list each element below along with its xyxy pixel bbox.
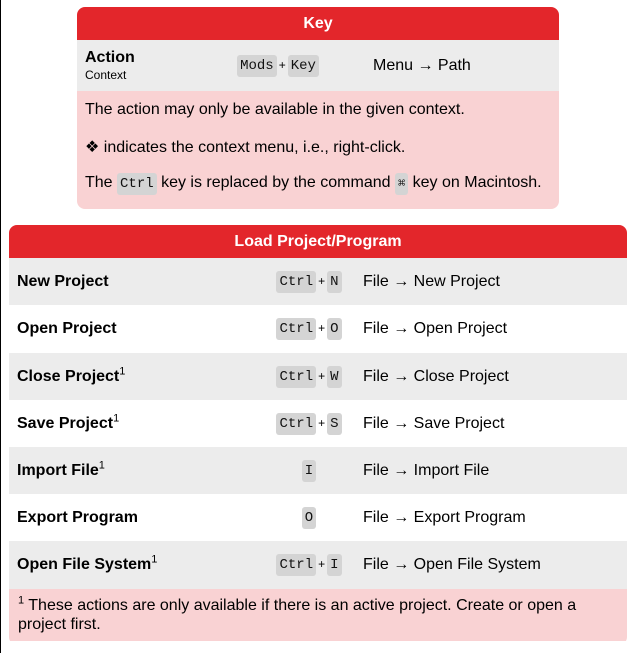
key-note-context-menu: ❖ indicates the context menu, i.e., right-click. (85, 139, 406, 156)
key-shortcut-legend (233, 55, 323, 77)
shortcut-table (9, 258, 627, 589)
shortcut-key: O (302, 507, 316, 529)
shortcut-key: N (327, 271, 341, 293)
action-label: Open Project (17, 320, 117, 337)
footnote-ref: 1 (119, 365, 126, 378)
shortcut-keys (253, 318, 365, 340)
menu-path: File → New Project (363, 272, 500, 290)
note3-after-text: key on Macintosh. (408, 174, 542, 191)
action-name (17, 553, 158, 574)
shortcut-keys (253, 413, 365, 435)
shortcut-key: S (327, 413, 341, 435)
shortcut-key: I (302, 460, 316, 482)
key-header: Key (77, 7, 559, 40)
action-label: Export Program (17, 508, 138, 526)
action-name (17, 320, 117, 338)
table-row (9, 447, 627, 494)
shortcut-keys (253, 271, 365, 293)
modifier-key: Ctrl (276, 366, 316, 388)
load-project-card (9, 225, 627, 645)
table-row (9, 305, 627, 353)
key-mods-kbd: Mods (237, 55, 277, 77)
key-action-label: Action (85, 49, 135, 66)
note3-middle-text: key is replaced by the command (156, 174, 395, 191)
action-name (17, 412, 120, 433)
table-row (9, 400, 627, 447)
shortcut-key: I (327, 554, 341, 576)
menu-path: File → Close Project (363, 367, 509, 385)
section-header: Load Project/Program (9, 225, 627, 258)
action-name (17, 509, 138, 527)
menu-path: File → Save Project (363, 414, 505, 432)
menu-path: File → Open File System (363, 556, 541, 573)
footnote-ref: 1 (151, 553, 158, 566)
key-note-context: The action may only be available in the given context. (85, 101, 465, 118)
action-label: Open File System (17, 556, 152, 573)
footnote-ref: 1 (113, 412, 120, 425)
plus-sign: + (318, 273, 326, 288)
action-label: Import File (17, 461, 99, 479)
key-menu-path-label: Menu → Path (373, 56, 471, 74)
action-name (17, 365, 126, 386)
footnote-mark: 1 (18, 594, 25, 607)
footnote (9, 589, 627, 641)
key-plus: + (278, 57, 286, 72)
table-row (9, 258, 627, 305)
modifier-key: Ctrl (276, 271, 316, 293)
shortcut-keys (253, 507, 365, 529)
footnote-ref: 1 (98, 459, 105, 472)
modifier-key: Ctrl (276, 554, 316, 576)
key-key-kbd: Key (288, 55, 319, 77)
menu-path: File → Export Program (363, 508, 526, 526)
shortcut-key: W (327, 366, 341, 388)
ctrl-kbd: Ctrl (117, 173, 157, 195)
left-edge-line (0, 0, 1, 653)
shortcut-keys (253, 554, 365, 576)
key-legend-row (77, 40, 559, 91)
plus-sign: + (318, 557, 326, 571)
table-row (9, 541, 627, 589)
menu-path: File → Open Project (363, 320, 508, 337)
command-icon: ⌘ (395, 173, 408, 195)
key-legend-card (77, 7, 559, 209)
note3-before-text: The (85, 174, 118, 191)
menu-path: File → Import File (363, 461, 490, 479)
shortcut-key: O (327, 318, 341, 340)
action-label: Save Project (17, 414, 114, 432)
action-name (17, 273, 109, 291)
key-context-label: Context (85, 68, 127, 82)
table-row (9, 494, 627, 541)
plus-sign: + (318, 321, 326, 335)
shortcut-keys (253, 366, 365, 388)
plus-sign: + (318, 368, 326, 383)
action-label: New Project (17, 272, 109, 290)
shortcut-keys (253, 460, 365, 482)
key-note-macintosh (77, 173, 559, 195)
modifier-key: Ctrl (276, 318, 316, 340)
key-notes (77, 91, 559, 209)
footnote-text: These actions are only available if there is an active project. Create or open a project first. (18, 597, 577, 633)
modifier-key: Ctrl (276, 413, 316, 435)
action-name (17, 459, 105, 480)
plus-sign: + (318, 415, 326, 430)
action-label: Close Project (17, 367, 120, 385)
table-row (9, 353, 627, 400)
